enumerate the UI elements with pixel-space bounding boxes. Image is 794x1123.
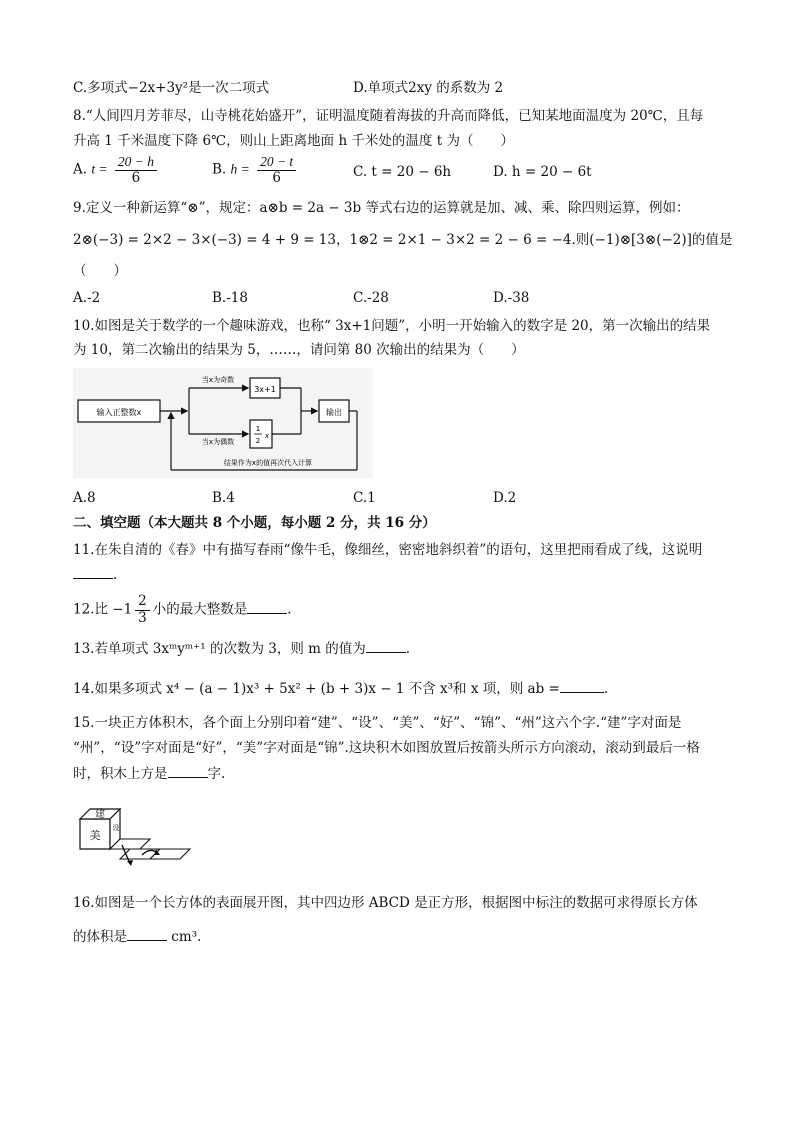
q8-option-c: C. t = 20 − 6h <box>353 164 452 180</box>
q8-option-a: A. t = $\frac{20 - h}{6}$ <box>73 154 160 186</box>
flow-odd-label: 当x为奇数 <box>201 376 235 384</box>
q9-option-b: B.-18 <box>212 290 248 306</box>
cube-front-char: 美 <box>89 829 101 842</box>
q8-option-b-numerator: 20 − t <box>257 154 296 171</box>
flow-loop-label: 结果作为x的值再次代入计算 <box>223 459 313 467</box>
q14-answer-blank[interactable] <box>560 680 604 693</box>
cube-top-char: 建 <box>95 809 105 820</box>
q16-stem-line1: 16.如图是一个长方体的表面展开图，其中四边形 ABCD 是正方形，根据图中标注的数据可求得原长方体 <box>73 895 698 911</box>
q9-stem-line1: 9.定义一种新运算“⊗”，规定：a⊗b = 2a − 3b 等式右边的运算就是加、减、乘、除四则运算，例如： <box>73 200 690 216</box>
q10-stem-line1: 10.如图是关于数学的一个趣味游戏，也称“ 3x+1问题”，小明一开始输入的数字是 20，第一次输出的结果 <box>73 318 711 334</box>
q12-stem: 12.比 −1 $\frac{2}{3}$ 小的最大整数是 . <box>73 593 292 626</box>
q10-flowchart <box>73 368 373 478</box>
section-2-heading: 二、填空题（本大题共 8 个小题，每小题 2 分，共 16 分） <box>73 515 436 531</box>
q11-stem-line1: 11.在朱自清的《春》中有描写春雨“像牛毛，像细丝，密密地斜织着”的语句，这里把雨看成了线，这说明 <box>73 542 703 558</box>
q9-option-d: D.-38 <box>493 290 530 306</box>
flow-op2-numerator: 1 <box>255 425 261 433</box>
q9-option-a: A.-2 <box>73 290 101 306</box>
flow-op2-denominator: 2 <box>255 437 261 445</box>
q8-option-a-denominator: 6 <box>131 169 141 186</box>
q15-stem-line2: “州”，“设”字对面是“好”，“美”字对面是“锦”.这块积木如图放置后按箭头所示方向滚动，滚动到最后一格 <box>73 740 700 756</box>
q8-option-a-numerator: 20 − h <box>115 154 157 171</box>
q11-answer-blank[interactable] <box>73 566 113 579</box>
q10-option-a: A.8 <box>73 490 96 506</box>
q12-numerator: 2 <box>135 594 150 611</box>
q13-stem: 13.若单项式 3xᵐyᵐ⁺¹ 的次数为 3，则 m 的值为 . <box>73 641 411 657</box>
q7-option-c: C.多项式−2x+3y²是一次二项式 <box>73 80 270 96</box>
q8-option-b-denominator: 6 <box>272 169 281 186</box>
q7-option-d: D.单项式2xy 的系数为 2 <box>353 80 504 96</box>
q10-stem-line2: 为 10，第二次输出的结果为 5，……，请问第 80 次输出的结果为（ ） <box>73 342 525 358</box>
flow-input-label: 输入正整数x <box>96 408 142 417</box>
q8-stem-line1: 8.“人间四月芳菲尽，山寺桃花始盛开”，证明温度随着海拔的升高而降低，已知某地面温度为 20℃，且每 <box>73 108 704 124</box>
q9-stem-line2: 2⊗(−3) = 2×2 − 3×(−3) = 4 + 9 = 13，1⊗2 = 2×1 − 3×2 = 2 − 6 = −4.则(−1)⊗[3⊗(−2)]的值是 <box>73 232 733 248</box>
q14-stem: 14.如果多项式 x⁴ − (a − 1)x³ + 5x² + (b + 3)x − 1 不含 x³和 x 项，则 ab = . <box>73 681 609 697</box>
q16-stem-line2: 的体积是 cm³. <box>73 929 202 945</box>
q16-answer-blank[interactable] <box>127 928 167 941</box>
q13-answer-blank[interactable] <box>366 640 406 653</box>
q15-answer-blank[interactable] <box>168 765 208 778</box>
q9-option-c: C.-28 <box>353 290 389 306</box>
flow-output-label: 输出 <box>326 408 342 417</box>
q15-stem-line3: 时，积木上方是 字. <box>73 766 226 782</box>
q8-stem-line2: 升高 1 千米温度下降 6℃，则山上距离地面 h 千米处的温度 t 为（ ） <box>73 133 514 149</box>
cube-side-char: 设 <box>112 824 120 832</box>
q8-option-b: B. h = $\frac{20 - t}{6}$ <box>212 154 299 186</box>
q10-option-d: D.2 <box>493 490 517 506</box>
q11-stem-line2: . <box>73 566 117 583</box>
q15-cube-figure <box>76 797 196 875</box>
q10-option-c: C.1 <box>353 490 376 506</box>
q9-stem-line3: （ ） <box>73 263 127 279</box>
flow-op2-variable: x <box>264 432 270 440</box>
q12-denominator: 3 <box>138 609 147 626</box>
q10-option-b: B.4 <box>212 490 235 506</box>
flow-even-label: 当x为偶数 <box>201 438 235 446</box>
flow-op1-label: 3x+1 <box>254 385 276 394</box>
q12-answer-blank[interactable] <box>247 601 287 614</box>
q15-stem-line1: 15.一块正方体积木，各个面上分别印着“建”、“设”、“美”、“好”、“锦”、“州”这六个字.“建”字对面是 <box>73 715 682 731</box>
q8-option-d: D. h = 20 − 6t <box>493 164 592 180</box>
